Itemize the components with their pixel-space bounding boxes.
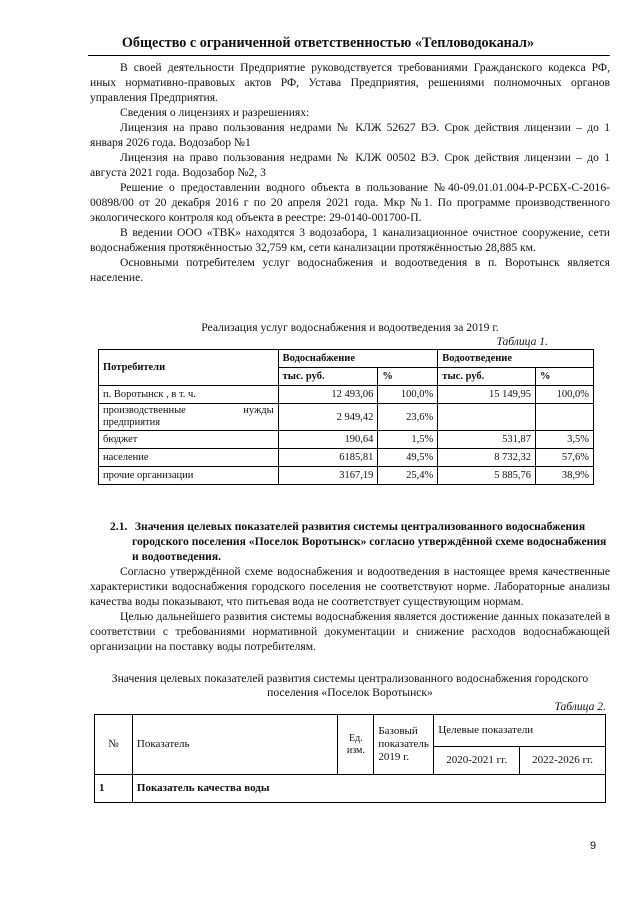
th-ws-rub: тыс. руб. <box>278 368 378 386</box>
cell: 5 885,76 <box>438 467 536 485</box>
cell <box>536 404 594 431</box>
th-no: № <box>95 715 133 775</box>
th-ws-pct: % <box>378 368 438 386</box>
cell: бюджет <box>99 431 279 449</box>
th-period-1: 2020-2021 гг. <box>434 747 520 775</box>
cell: 6185,81 <box>278 449 378 467</box>
th-ww-rub: тыс. руб. <box>438 368 536 386</box>
paragraph: В своей деятельности Предприятие руководствуется требованиями Гражданского кодекса РФ, иных нормативно-правовых актов РФ, Устава Предприятия, решениями полномочных органов управления Предприятия. <box>90 61 610 104</box>
cell: 3167,19 <box>278 467 378 485</box>
paragraph: Решение о предоставлении водного объекта в пользование №40-09.01.01.004-Р-РСБХ-С-2016-00898/00 от 20 декабря 2016 г по 20 апреля 2021 года. Мкр №1. По программе производственного экологического контроля код объекта в реестре: 29-0140-001700-П. <box>90 181 610 224</box>
cell: прочие организации <box>99 467 279 485</box>
section-title: Значения целевых показателей развития системы централизованного водоснабжения городского поселения «Поселок Воротынск» согласно утверждённой схеме водоснабжения и водоотведения. <box>132 520 607 563</box>
table-row <box>99 449 594 467</box>
paragraph: Согласно утверждённой схеме водоснабжения и водоотведения в настоящее время качественные характеристики водоснабжения городского поселения не соответствуют норме. Лабораторные анализы качества воды показывают, что питьевая вода не соответствует существующим нормам. <box>90 565 610 608</box>
table-row <box>99 404 594 431</box>
paragraph: Основными потребителем услуг водоснабжения и водоотведения в п. Воротынск является население. <box>90 256 610 284</box>
page-number: 9 <box>590 840 597 852</box>
table1-caption: Реализация услуг водоснабжения и водоотведения за 2019 г. <box>201 321 499 334</box>
table-row <box>99 431 594 449</box>
paragraph: Лицензия на право пользования недрами № КЛЖ 00502 ВЭ. Срок действия лицензии – до 1 августа 2021 года. Водозабор №2, 3 <box>90 151 610 179</box>
paragraph: Лицензия на право пользования недрами № КЛЖ 52627 ВЭ. Срок действия лицензии – до 1 января 2026 года. Водозабор №1 <box>90 121 610 149</box>
targets-table <box>94 714 606 803</box>
cell <box>438 404 536 431</box>
cell: 3,5% <box>536 431 594 449</box>
table2-number: Таблица 2. <box>554 700 606 713</box>
cell: производственные нужды предприятия <box>99 404 279 431</box>
cell: 190,64 <box>278 431 378 449</box>
th-consumers: Потребители <box>99 350 279 386</box>
cell: 1 <box>95 775 133 803</box>
th-wastewater: Водоотведение <box>438 350 594 368</box>
th-water-supply: Водоснабжение <box>278 350 438 368</box>
cell: 15 149,95 <box>438 386 536 404</box>
section-number: 2.1. <box>110 520 128 533</box>
th-unit: Ед. изм. <box>338 715 374 775</box>
section-heading <box>90 519 610 564</box>
cell: 23,6% <box>378 404 438 431</box>
cell: 38,9% <box>536 467 594 485</box>
page-header-title: Общество с ограниченной ответственностью «Тепловодоканал» <box>121 35 535 51</box>
table1-number: Таблица 1. <box>496 335 548 348</box>
header-rule <box>88 55 610 56</box>
table-row <box>95 775 606 803</box>
cell: 57,6% <box>536 449 594 467</box>
paragraph: Целью дальнейшего развития системы водоснабжения является достижение данных показателей в соответствии с требованиями нормативной документации и снижение расходов водоснабжающей организации на поставку воды потребителям. <box>90 610 610 653</box>
th-base: Базовый показатель 2019 г. <box>374 715 434 775</box>
cell: 100,0% <box>378 386 438 404</box>
paragraph: Сведения о лицензиях и разрешениях: <box>120 106 310 119</box>
table-row <box>99 386 594 404</box>
cell: население <box>99 449 279 467</box>
table2-caption: Значения целевых показателей развития системы централизованного водоснабжения городского поселения «Поселок Воротынск» <box>111 672 589 699</box>
cell: 8 732,32 <box>438 449 536 467</box>
cell: п. Воротынск , в т. ч. <box>99 386 279 404</box>
th-indicator: Показатель <box>132 715 337 775</box>
cell: Показатель качества воды <box>132 775 605 803</box>
sales-table <box>98 349 594 485</box>
cell: 1,5% <box>378 431 438 449</box>
document-body <box>90 60 610 803</box>
cell: 2 949,42 <box>278 404 378 431</box>
th-period-2: 2022-2026 гг. <box>520 747 606 775</box>
table-row <box>99 467 594 485</box>
cell: 25,4% <box>378 467 438 485</box>
cell: 49,5% <box>378 449 438 467</box>
cell: 531,87 <box>438 431 536 449</box>
cell: 12 493,06 <box>278 386 378 404</box>
th-targets: Целевые показатели <box>434 715 606 747</box>
paragraph: В ведении ООО «ТВК» находятся 3 водозабора, 1 канализационное очистное сооружение, сети водоснабжения протяжённостью 32,759 км, сети канализации протяжённостью 28,885 км. <box>90 226 610 254</box>
cell: 100,0% <box>536 386 594 404</box>
th-ww-pct: % <box>536 368 594 386</box>
